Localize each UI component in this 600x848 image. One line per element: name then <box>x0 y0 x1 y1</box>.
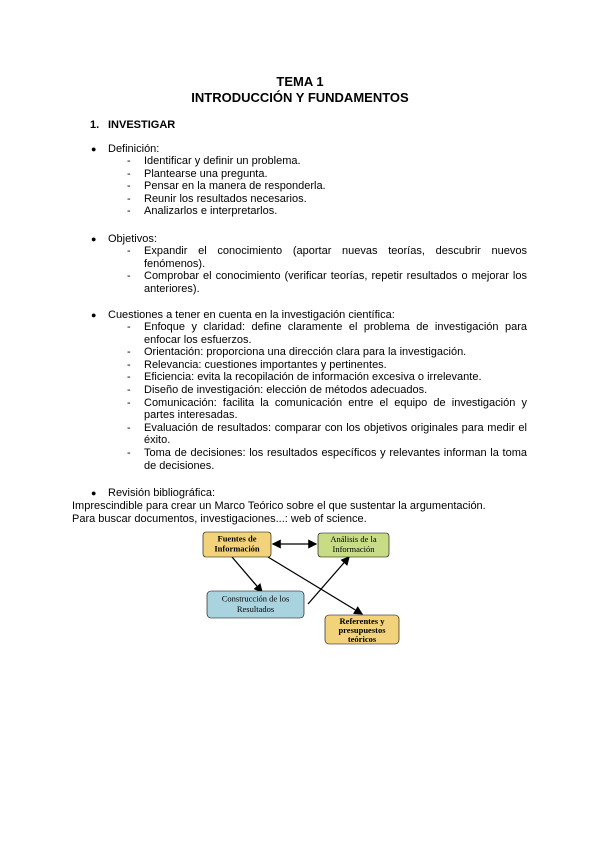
bullet-dot-icon: ● <box>91 144 97 154</box>
box-analisis-line1: Análisis de la <box>330 534 377 544</box>
list-item: - Eficiencia: evita la recopilación de información excesiva o irrelevante. <box>127 371 527 384</box>
box-referentes <box>325 615 399 644</box>
list-item: - Orientación: proporciona una dirección clara para la investigación. <box>127 346 527 359</box>
box-referentes-line3: teóricos <box>347 634 377 644</box>
box-referentes-line1: Referentes y <box>339 616 385 626</box>
bullet-label: Definición: <box>108 143 160 155</box>
box-fuentes-line2: Información <box>214 543 260 554</box>
list-item: - Plantearse una pregunta. <box>127 168 527 181</box>
box-construccion-line1: Construcción de los <box>221 593 290 604</box>
box-referentes-line2: presupuestos <box>338 625 386 635</box>
list-item: - Toma de decisiones: los resultados específicos y relevantes informan la toma de decisiones. <box>127 447 527 472</box>
box-construccion-line2: Resultados <box>236 604 275 614</box>
list-item: - Reunir los resultados necesarios. <box>127 193 527 206</box>
bullet-dot-icon: ● <box>91 488 97 498</box>
arrow-fuentes-construccion <box>232 557 262 592</box>
bullet-dot-icon: ● <box>91 310 97 320</box>
list-item: - Pensar en la manera de responderla. <box>127 180 527 193</box>
list-item: - Enfoque y claridad: define claramente el problema de investigación para enfocar los esfuerzos. <box>127 321 527 346</box>
bullet-dot-icon: ● <box>91 234 97 244</box>
box-construccion <box>207 591 304 618</box>
section-title: INVESTIGAR <box>108 119 176 131</box>
list-item: - Evaluación de resultados: comparar con los objetivos originales para medir el éxito. <box>127 422 527 447</box>
box-analisis-line2: Información <box>332 544 375 554</box>
revision-paragraph-2: Para buscar documentos, investigaciones...: web of science. <box>72 513 367 525</box>
revision-paragraph-1: Imprescindible para crear un Marco Teórico sobre el que sustentar la argumentación. <box>72 500 486 512</box>
list-item: - Comprobar el conocimiento (verificar teorías, repetir resultados o mejorar los anteriores). <box>127 270 527 295</box>
box-fuentes <box>203 532 271 557</box>
bullet-label: Objetivos: <box>108 233 157 245</box>
list-item: - Relevancia: cuestiones importantes y pertinentes. <box>127 359 527 372</box>
list-item: - Expandir el conocimiento (aportar nuevas teorías, descubrir nuevos fenómenos). <box>127 245 527 270</box>
list-item: - Identificar y definir un problema. <box>127 155 527 168</box>
page-subtitle: INTRODUCCIÓN Y FUNDAMENTOS <box>191 90 409 105</box>
list-item: - Diseño de investigación: elección de métodos adecuados. <box>127 384 527 397</box>
arrow-construccion-analisis <box>308 557 349 604</box>
page-title: TEMA 1 <box>276 74 324 89</box>
bullet-label: Cuestiones a tener en cuenta en la investigación científica: <box>108 309 395 321</box>
list-item: - Analizarlos e interpretarlos. <box>127 205 527 218</box>
box-analisis <box>318 533 389 557</box>
box-fuentes-line1: Fuentes de <box>217 533 257 544</box>
bullet-label: Revisión bibliográfica: <box>108 487 215 499</box>
list-item: - Comunicación: facilita la comunicación entre el equipo de investigación y partes interesadas. <box>127 397 527 422</box>
section-number: 1. <box>90 119 100 131</box>
